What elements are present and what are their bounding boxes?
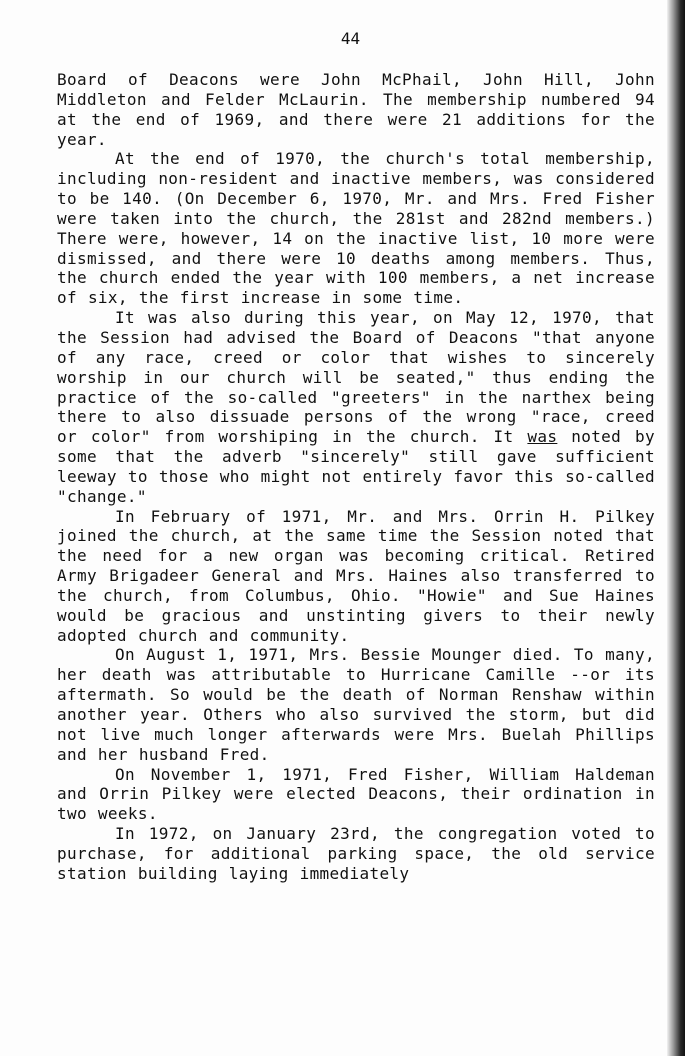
paragraph-6: On November 1, 1971, Fred Fisher, William Haldeman and Orrin Pilkey were elected Deacons, their ordination in two weeks. (57, 764, 655, 824)
body-text (57, 70, 655, 884)
paragraph-7: In 1972, on January 23rd, the congregation voted to purchase, for additional parking space, the old service station building laying immediately (57, 824, 655, 883)
paragraph-3-part-2: noted by some that the adverb "sincerely" still gave sufficient leeway to those who might not entirely favor this so-called "change." (57, 427, 655, 506)
page-binding-shadow (667, 0, 685, 1056)
paragraph-3-part-1: It was also during this year, on May 12, 1970, that the Session had advised the Board of Deacons "that anyone of any race, creed or color that wishes to sincerely worship in our church will be seated," thus ending the practice of the so-called "greeters" in the narthex being there to also dissuade persons of the wrong "race, creed or color" from worshiping in the church. It (57, 308, 655, 447)
paragraph-3 (57, 308, 655, 506)
underlined-word: was (527, 427, 558, 447)
paragraph-5: On August 1, 1971, Mrs. Bessie Mounger died. To many, her death was attributable to Hurricane Camille --or its aftermath. So would be the death of Norman Renshaw within another year. Others who also survived the storm, but did not live much longer afterwards were Mrs. Buelah Phillips and her husband Fred. (57, 645, 655, 764)
paragraph-1: Board of Deacons were John McPhail, John Hill, John Middleton and Felder McLaurin. The membership numbered 94 at the end of 1969, and there were 21 additions for the year. (57, 70, 655, 149)
paragraph-4: In February of 1971, Mr. and Mrs. Orrin H. Pilkey joined the church, at the same time the Session noted that the need for a new organ was becoming critical. Retired Army Brigadeer General and Mrs. Haines also transferred to the church, from Columbus, Ohio. "Howie" and Sue Haines would be gracious and unstinting givers to their newly adopted church and community. (57, 506, 655, 645)
paragraph-2: At the end of 1970, the church's total membership, including non-resident and inactive members, was considered to be 140. (On December 6, 1970, Mr. and Mrs. Fred Fisher were taken into the church, the 281st and 282nd members.) There were, however, 14 on the inactive list, 10 more were dismissed, and there were 10 deaths among members. Thus, the church ended the year with 100 members, a net increase of six, the first increase in some time. (57, 149, 655, 308)
page-number: 44 (340, 29, 361, 48)
